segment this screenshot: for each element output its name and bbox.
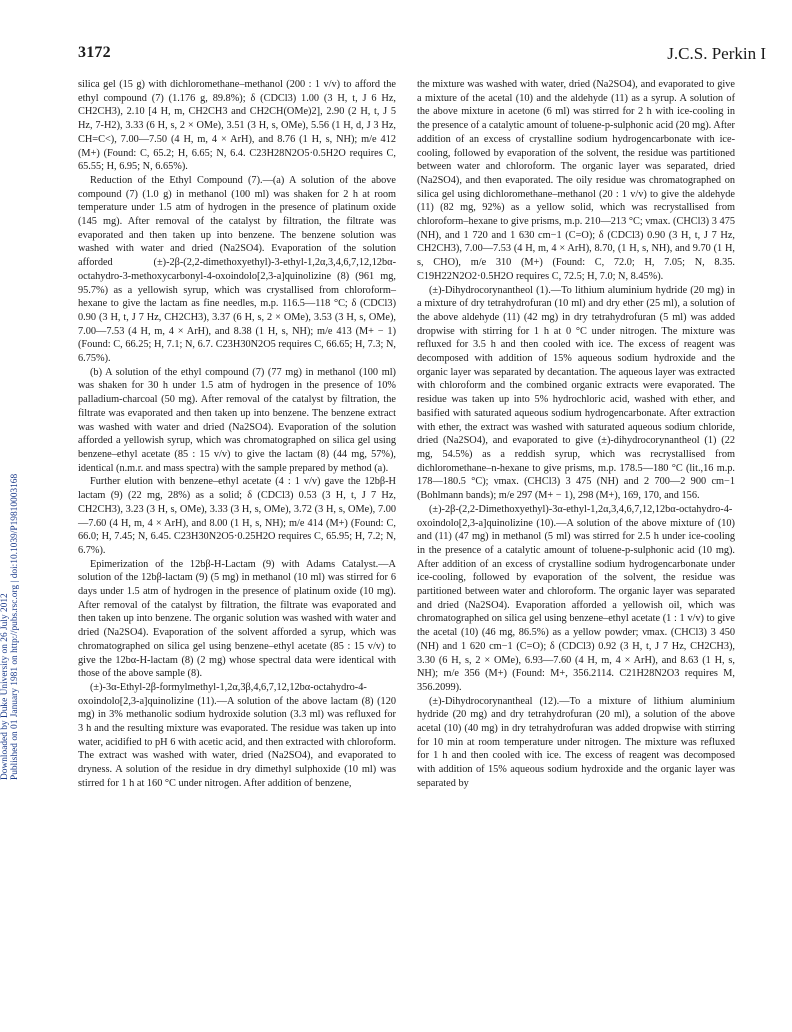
paragraph: (±)-Dihydrocorynantheol (1).—To lithium aluminium hydride (20 mg) in a mixture of dry tetrahydrofuran (10 ml) and dry ether (25 ml), a solution of the above aldehyde (11) (42 mg) in dry tetrahydrofuran (5 ml) was added dropwise with stirring for 1 h at 0 °C under nitrogen. The mixture was refluxed for 3.5 h and then cooled with ice. The excess of reagent was decomposed with addition of 15% aqueous sodium hydroxide and the organic layer was separated by decantation. The aqueous layer was extracted with chloroform and the combined organic extracts were evaporated. The residue was taken up into 5% hydrochloric acid, washed with ether, and basified with saturated aqueous sodium hydrogencarbonate. After extraction with ether, the extract was washed with saturated aqueous sodium chloride, dried (Na2SO4), and evaporated to give (±)-dihydrocorynantheol (1) (22 mg, 54.5%) as a reddish syrup, which was recrystallised from dichloromethane–n-hexane to give prisms, m.p. 178.5—180 °C (lit.,16 m.p. 178—180.5 °C); νmax. (CHCl3) 3 475 (NH) and 2 700—2 900 cm−1 (Bohlmann bands); m/e 297 (M+ − 1), 298 (M+), 169, 170, and 156. [417, 284, 735, 502]
paragraph: (±)-3α-Ethyl-2β-formylmethyl-1,2α,3β,4,6,7,12,12bα-octahydro-4-oxoindolo[2,3-a]quinolizine (11).—A solution of the above lactam (8) (120 mg) in 3% methanolic sodium hydroxide solution (3.3 ml) was refluxed for 3 h and the resulting mixture was evaporated. The residue was taken up into water, acidified to pH 6 with acetic acid, and then extracted with chloroform. The extract was washed with water, dried (Na2SO4), and evaporated to dryness. A solution of the residue in dry dimethyl sulphoxide (10 ml) was stirred for 1 h at 160 °C under nitrogen. After addition of benzene, [78, 681, 396, 789]
paragraph: silica gel (15 g) with dichloromethane–methanol (200 : 1 v/v) to afford the ethyl compound (7) (1.176 g, 89.8%); δ (CDCl3) 1.00 (3 H, t, J 6 Hz, CH2CH3), 2.10 [4 H, m, CH2CH3 and CH2CH(OMe)2], 2.90 (2 H, t, J 5 Hz, 7-H2), 3.33 (6 H, s, 2 × OMe), 3.51 (3 H, s, OMe), 5.56 (1 H, d, J 3 Hz, CH=C<), 7.00—7.50 (4 H, m, 4 × ArH), and 8.76 (1 H, s, NH); m/e 412 (M+) (Found: C, 65.2; H, 6.65; N, 6.4. C23H28N2O5·0.5H2O requires C, 65.55; H, 6.95; N, 6.65%). [78, 79, 396, 173]
paragraph: Epimerization of the 12bβ-H-Lactam (9) with Adams Catalyst.—A solution of the 12bβ-lactam (9) (5 mg) in methanol (10 ml) was stirred for 6 days under 1.5 atm of hydrogen in the presence of platinum oxide (10 mg). After removal of the catalyst by filtration, the filtrate was evaporated and then taken up into benzene. The organic solution was washed with water and dried (Na2SO4). Evaporation of the solvent afforded a syrup, which was chromatographed on silica gel using benzene–ethyl acetate (85 : 15 v/v) to give the 12bα-H-lactam (8) (2 mg) whose spectral data were identical with those of the above sample (8). [78, 558, 396, 680]
download-notice: Downloaded by Duke University on 26 July 2012 [0, 593, 10, 780]
paragraph: Reduction of the Ethyl Compound (7).—(a) A solution of the above compound (7) (1.0 g) in methanol (100 ml) was shaken for 2 h at room temperature under 1.5 atm of hydrogen in the presence of platinum oxide (145 mg). After removal of the catalyst by filtration, the filtrate was evaporated and then taken up into benzene. The benzene solution was washed with water and dried (Na2SO4). Evaporation of the solution afforded (±)-2β-(2,2-dimethoxyethyl)-3-ethyl-1,2α,3,4,6,7,12,12bα-octahydro-3-methoxycarbonyl-4-oxoindolo[2,3-a]quinolizine (8) (961 mg, 95.7%) as a yellowish syrup, which was crystallised from chloroform–hexane to give the lactam as fine needles, m.p. 116.5—118 °C; δ (CDCl3) 0.90 (3 H, t, J 7 Hz, CH2CH3), 3.37 (6 H, s, 2 × OMe), 3.53 (3 H, s, OMe), 7.00—7.53 (4 H, m, 4 × ArH), and 8.38 (1 H, s, NH); m/e 413 (M+ − 1) (Found: C, 66.25; H, 7.1; N, 6.7. C23H30N2O5 requires C, 66.65; H, 7.3; N, 6.75%). [78, 174, 396, 365]
journal-title: J.C.S. Perkin I [667, 44, 766, 63]
right-column [417, 78, 735, 791]
download-sidebar [0, 260, 20, 780]
paragraph: (±)-Dihydrocorynantheal (12).—To a mixture of lithium aluminium hydride (20 mg) and dry tetrahydrofuran (20 ml), a solution of the above acetal (10) (40 mg) in dry tetrahydrofuran was added dropwise with stirring for 10 min at room temperature under nitrogen. The mixture was refluxed for 1 h and then cooled with ice. The excess of reagent was decomposed with addition of 15% aqueous sodium hydroxide and the organic layer was separated by [417, 695, 735, 789]
publication-doi-link[interactable]: Published on 01 January 1981 on http://pubs.rsc.org | doi:10.1039/P19810003168 [10, 473, 20, 780]
paragraph: the mixture was washed with water, dried (Na2SO4), and evaporated to give a mixture of the acetal (10) and the aldehyde (11) as a syrup. A solution of the above mixture in acetone (6 ml) was stirred for 2 h with ice-cooling in the presence of a catalytic amount of toluene-p-sulphonic acid (20 mg). After addition of an excess of crystalline sodium hydrogencarbonate with ice-cooling, followed by evaporation of the solvent, the residue was partitioned between water and chloroform. The organic layer was separated, dried (Na2SO4), and then evaporated. The oily residue was chromatographed on silica gel using dichloromethane–methanol (20 : 1 v/v) to give the aldehyde (11) (82 mg, 92%) as a yellow solid, which was recrystallised from chloroform–hexane to give prisms, m.p. 210—213 °C; νmax. (CHCl3) 3 475 (NH), and 1 720 and 1 630 cm−1 (C=O); δ (CDCl3) 0.90 (3 H, t, J 7 Hz, CH2CH3), 7.00—7.53 (4 H, m, 4 × ArH), 8.70, (1 H, s, NH), and 9.70 (1 H, s, CHO), m/e 310 (M+) (Found: C, 72.0; H, 7.05; N, 8.35. C19H22N2O2·0.5H2O requires C, 72.5; H, 7.0; N, 8.45%). [417, 79, 735, 282]
paragraph: (b) A solution of the ethyl compound (7) (77 mg) in methanol (100 ml) was shaken for 30 h under 1.5 atm of hydrogen in the presence of 10% palladium-charcoal (50 mg). After removal of the catalyst by filtration, the filtrate was evaporated and then taken up into benzene. The benzene extract was washed with water and dried (Na2SO4). Evaporation of the solution afforded a yellowish syrup, which was chromatographed on silica gel using benzene–ethyl acetate (85 : 15 v/v) to give the lactam (8) (44 mg, 57%), identical (n.m.r. and mass spectra) with the sample prepared by method (a). [78, 366, 396, 474]
paragraph: Further elution with benzene–ethyl acetate (4 : 1 v/v) gave the 12bβ-H lactam (9) (22 mg, 28%) as a solid; δ (CDCl3) 0.53 (3 H, t, J 7 Hz, CH2CH3), 3.23 (3 H, s, OMe), 3.33 (3 H, s, OMe), 3.72 (3 H, s, OMe), 7.00—7.60 (4 H, m, 4 × ArH), and 8.00 (1 H, s, NH); m/e 414 (M+) (Found: C, 66.0; H, 7.45; N, 6.45. C23H30N2O5·0.25H2O requires C, 65.95; H, 7.2; N, 6.7%). [78, 476, 396, 556]
page-number: 3172 [78, 44, 111, 61]
left-column [78, 78, 396, 791]
paragraph: (±)-2β-(2,2-Dimethoxyethyl)-3α-ethyl-1,2α,3,4,6,7,12,12bα-octahydro-4-oxoindolo[2,3-a]quinolizine (10).—A solution of the above mixture of (10) and (11) (47 mg) in methanol (5 ml) was stirred for 2.5 h under ice-cooling in the presence of a catalytic amount of toluene-p-sulphonic acid (10 mg). After addition of an excess of crystalline sodium hydrogencarbonate under ice-cooling, followed by evaporation of the solvent, the residue was partitioned between water and chloroform. The organic layer was separated and dried (Na2SO4). Evaporation afforded a yellowish oil, which was chromatographed on silica gel using benzene–ethyl acetate (1 : 1 v/v) to give the acetal (10) (46 mg, 86.5%) as a yellow powder; νmax. (CHCl3) 3 450 (NH) and 1 620 cm−1 (C=O); δ (CDCl3) 0.92 (3 H, t, J 7 Hz, CH2CH3), 3.30 (6 H, s, 2 × OMe), 6.93—7.60 (4 H, m, 4 × ArH), and 8.63 (1 H, s, NH); m/e 356 (M+) (Found: M+, 356.2114. C21H28N2O3 requires M, 356.2099). [417, 503, 735, 693]
